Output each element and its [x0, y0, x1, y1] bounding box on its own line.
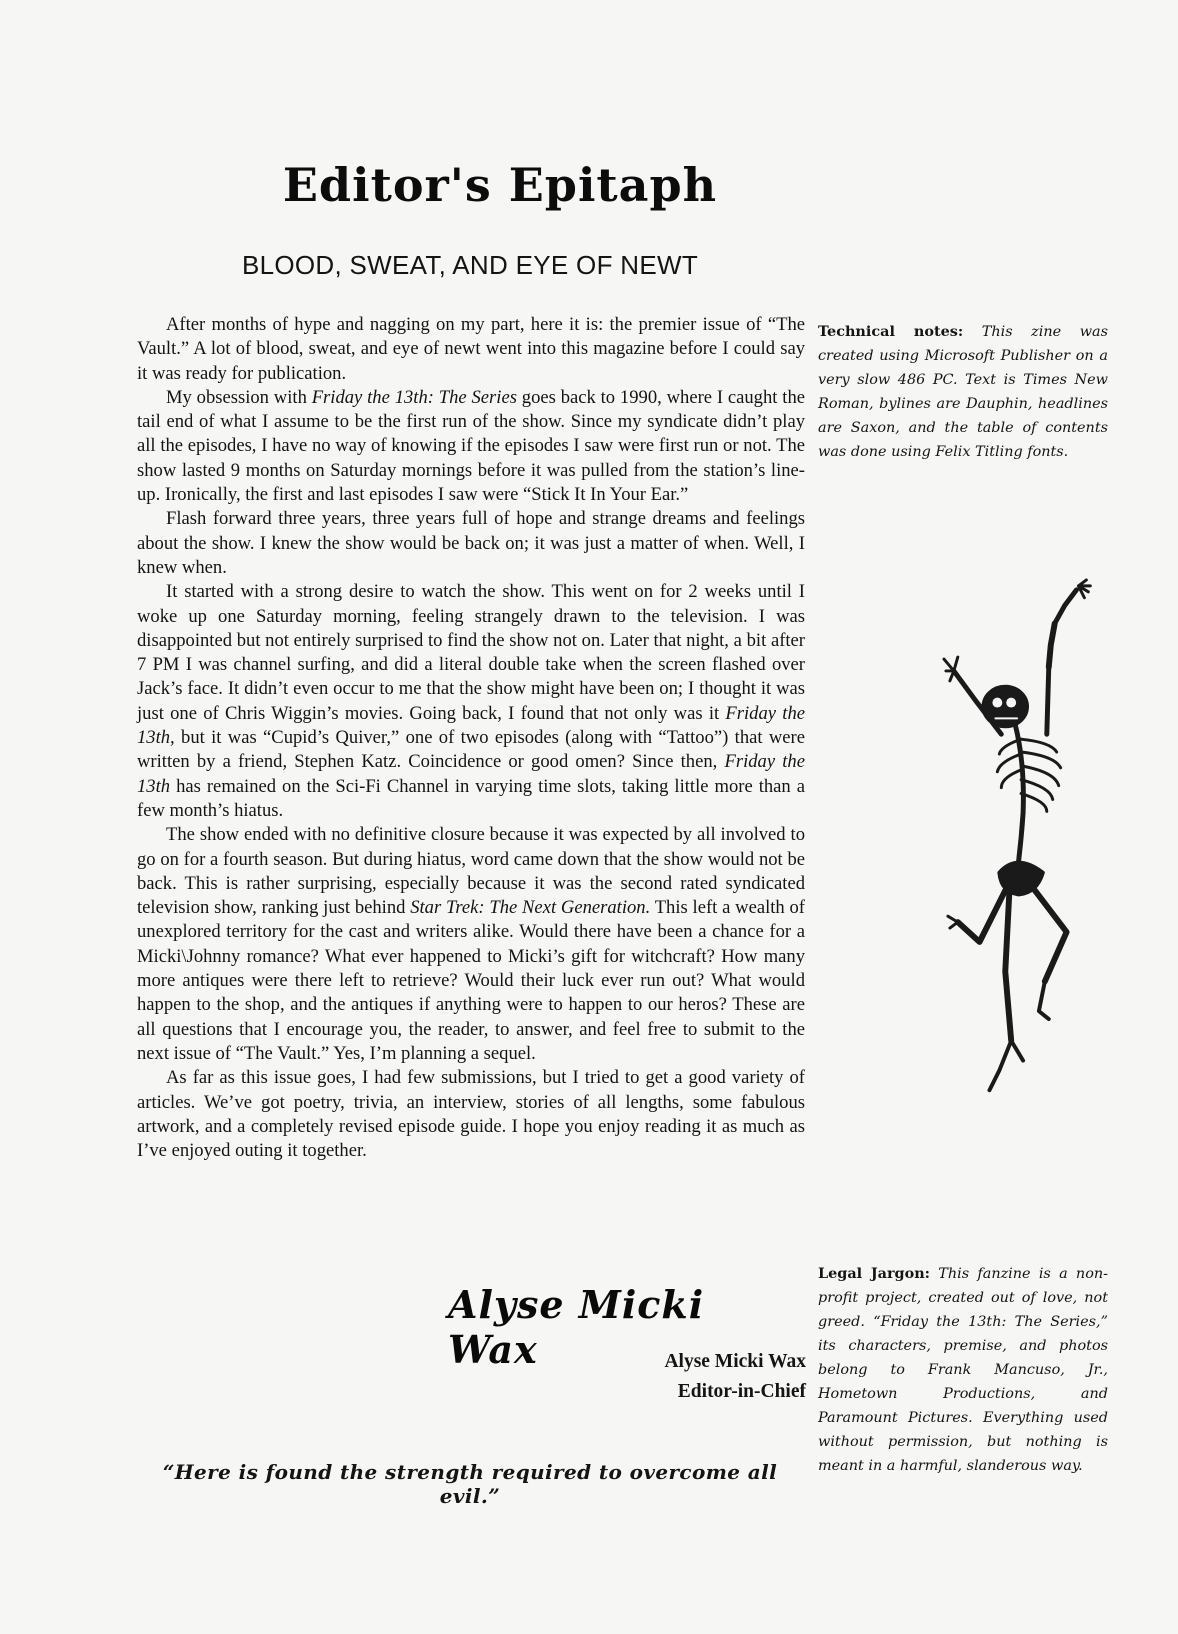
article-paragraph [137, 823, 805, 1066]
article-text: Flash forward three years, three years full of hope and strange dreams and feelings about the show. I knew the show would be back on; it was just a matter of when. Well, I knew when. [137, 508, 805, 578]
article-italic: Friday the 13th [137, 751, 805, 797]
article-italic: Friday the 13th: The Series [311, 386, 517, 408]
article-paragraph [137, 386, 805, 507]
technical-notes-text: This zine was created using Microsoft Publisher on a very slow 486 PC. Text is Times New Roman, bylines are Dauphin, headlines are Saxon, and the table of contents was done using Felix Titling fonts. [818, 324, 1108, 460]
article-italic: Star Trek: The Next Generation. [410, 897, 651, 919]
signature-role: Editor-in-Chief [677, 1381, 806, 1402]
article-italic: Friday the 13th, [137, 702, 805, 749]
article-text: has remained on the Sci-Fi Channel in varying time slots, taking little more than a few month’s hiatus. [137, 775, 805, 821]
closing-quote: “Here is found the strength required to overcome all evil.” [162, 1460, 778, 1508]
legal-jargon-text: This fanzine is a non-profit project, created out of love, not greed. “Friday the 13th: The Series,” its characters, premise, and photos belong to Frank Mancuso, Jr., Hometown Productions, and Paramount Pictures. Everything used without permission, but nothing is meant in a harmful, slanderous way. [818, 1266, 1108, 1474]
legal-jargon-label: Legal Jargon: [818, 1265, 930, 1282]
article-text: but it was “Cupid’s Quiver,” one of two episodes (along with “Tattoo”) that were written by a friend, Stephen Katz. Coincidence or good omen? Since then, [137, 727, 805, 773]
article-text: goes back to 1990, where I caught the tail end of what I assume to be the first run of the show. Since my syndicate didn’t play all the episodes, I have no way of knowing if the episodes I saw were first run or not. The show lasted 9 months on Saturday mornings before it was pulled from the station’s line-up. Ironically, the first and last episodes I saw were “Stick It In Your Ear.” [137, 386, 805, 506]
article-text: This left a wealth of unexplored territory for the cast and writers alike. Would there have been a chance for a Micki\Johnny romance? What ever happened to Micki’s gift for witchcraft? How many more antiques were there left to retrieve? Would their luck ever run out? What would happen to the shop, and the antiques if anything were to happen to our heros? These are all questions that I encourage you, the reader, to answer, and feel free to submit to the next issue of “The Vault.” Yes, I’m planning a sequel. [137, 897, 805, 1064]
article-paragraph [137, 507, 805, 580]
technical-notes-label: Technical notes: [818, 323, 964, 340]
signature-script: Alyse Micki Wax [448, 1282, 705, 1372]
signature-name: Alyse Micki Wax [664, 1351, 806, 1372]
legal-jargon [818, 1262, 1108, 1478]
page-subtitle: BLOOD, SWEAT, AND EYE OF NEWT [241, 250, 699, 280]
article-paragraph [137, 313, 805, 386]
article-text: As far as this issue goes, I had few submissions, but I tried to get a good variety of articles. We’ve got poetry, trivia, an interview, stories of all lengths, some fabulous artwork, and a completely revised episode guide. I hope you enjoy reading it as much as I’ve enjoyed outing it together. [137, 1067, 805, 1162]
article-text: My obsession with [166, 386, 312, 408]
article-text: After months of hype and nagging on my part, here it is: the premier issue of “The Vault.” A lot of blood, sweat, and eye of newt went into this magazine before I could say it was ready for publication. [137, 314, 805, 384]
article-body [137, 313, 805, 1163]
article-paragraph [137, 580, 805, 823]
article-text: It started with a strong desire to watch the show. This went on for 2 weeks until I woke up one Saturday morning, feeling strangely drawn to the television. I was disappointed but not entirely surprised to find the show not on. Later that night, a bit after 7 PM I was channel surfing, and did a literal double take when the screen flashed over Jack’s face. It didn’t even occur to me that the show might have been on; I thought it was just one of Chris Wiggin’s movies. Going back, I found that not only was it [137, 581, 805, 724]
article-text: The show ended with no definitive closure because it was expected by all involved to go on for a fourth season. But during hiatus, word came down that the show would not be back. This is rather surprising, especially because it was the second rated syndicated television show, ranking just behind [137, 824, 805, 919]
technical-notes [818, 320, 1108, 464]
page-title: Editor's Epitaph [282, 158, 718, 212]
dancing-skeleton-icon [940, 576, 1118, 1110]
article-paragraph [137, 1066, 805, 1163]
